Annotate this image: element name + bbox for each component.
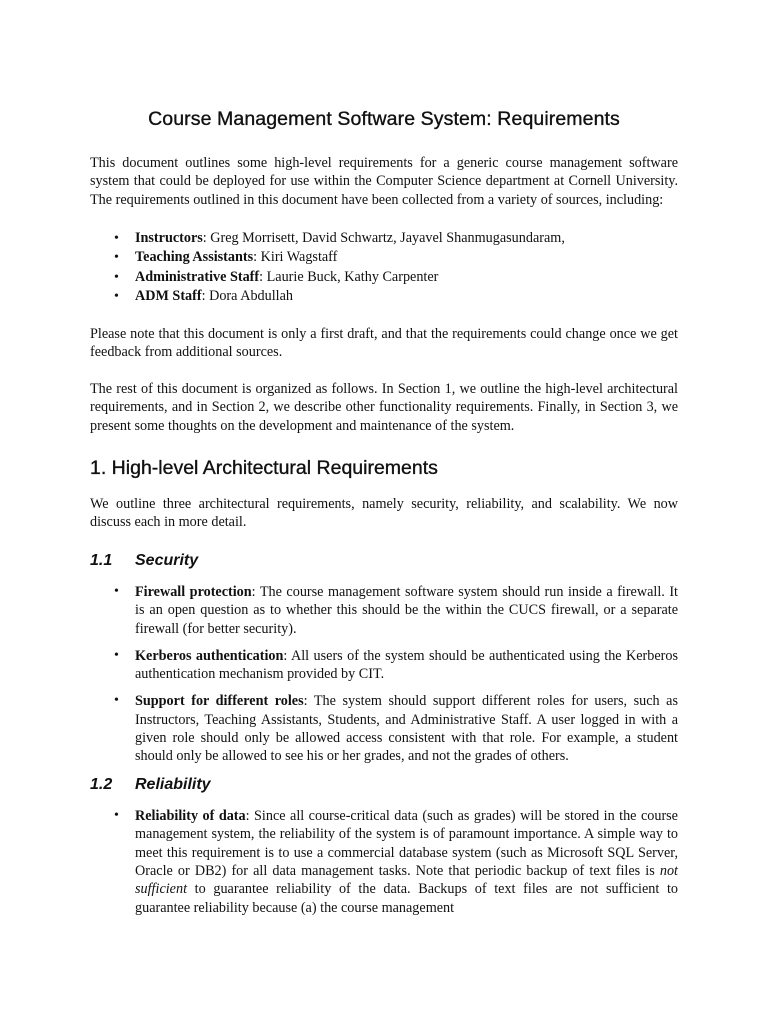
document-title: Course Management Software System: Requirements: [148, 108, 620, 130]
requirement-text: : Since all course-critical data (such as grades) will be stored in the course management system, the reliability of the system is of paramount importance. A simple way to meet this requirement is to use a commercial database system (such as Microsoft SQL Server, Oracle or DB2) for all data management tasks. Note that periodic backup of text files is: [135, 807, 678, 879]
source-label: ADM Staff: [135, 287, 202, 304]
list-item: [90, 647, 678, 684]
list-item: [90, 268, 678, 287]
organization-paragraph: The rest of this document is organized as follows. In Section 1, we outline the high-level architectural requirements, and in Section 2, we describe other functionality requirements. Finally, in Section 3, we present some thoughts on the development and maintenance of the system.: [90, 380, 678, 434]
source-label: Teaching Assistants: [135, 249, 254, 266]
requirement-text: : The system should support different roles for users, such as Instructors, Teaching Assistants, Students, and Administrative Staff. A user logged in with a given role should only be allowed access consistent with that role. For example, a student should only be allowed to see his or her grades, and not the grades of others.: [135, 693, 678, 765]
list-item: [90, 248, 678, 267]
subsection-reliability-heading: [90, 776, 678, 794]
subsection-title: Security: [135, 551, 199, 569]
source-text: : Laurie Buck, Kathy Carpenter: [259, 268, 439, 285]
list-item: [90, 583, 678, 638]
source-text: : Dora Abdullah: [201, 287, 294, 304]
requirement-label: Kerberos authentication: [135, 647, 284, 664]
subsection-number: 1.1: [90, 551, 113, 569]
source-label: Administrative Staff: [135, 268, 260, 285]
list-item: [90, 692, 678, 766]
requirement-label: Reliability of data: [135, 807, 246, 824]
security-requirements-list: [90, 583, 678, 766]
section-1-heading: 1. High-level Architectural Requirements: [90, 457, 438, 480]
list-item: [90, 287, 678, 306]
sources-list: [90, 229, 678, 306]
list-item: [90, 229, 678, 248]
section-1-intro: We outline three architectural requirements, namely security, reliability, and scalability. We now discuss each in more detail.: [90, 496, 678, 531]
emphasis-text: not sufficient: [135, 862, 678, 898]
reliability-requirements-list: [90, 807, 678, 917]
source-text: : Kiri Wagstaff: [253, 249, 338, 266]
intro-paragraph: This document outlines some high-level requirements for a generic course management software system that could be deployed for use within the Computer Science department at Cornell University. The requirements outlined in this document have been collected from a variety of sources, including:: [90, 155, 678, 208]
source-text: : Greg Morrisett, David Schwartz, Jayavel Shanmugasundaram,: [202, 230, 565, 247]
source-label: Instructors: [135, 230, 203, 247]
requirement-text: : All users of the system should be authenticated using the Kerberos authentication mechanism provided by CIT.: [135, 647, 679, 683]
subsection-number: 1.2: [90, 775, 113, 793]
requirement-text: : The course management software system should run inside a firewall. It is an open question as to whether this should be the within the CUCS firewall, or a separate firewall (for better security).: [135, 583, 678, 637]
subsection-security-heading: [90, 552, 678, 570]
requirement-label: Firewall protection: [135, 583, 252, 600]
subsection-title: Reliability: [135, 775, 211, 793]
requirement-label: Support for different roles: [135, 693, 304, 710]
list-item: [90, 807, 678, 917]
draft-note-paragraph: Please note that this document is only a first draft, and that the requirements could change once we get feedback from additional sources.: [90, 326, 678, 361]
requirement-text-continued: to guarantee reliability of the data. Backups of text files are not sufficient to guarantee reliability because (a) the course management: [135, 881, 678, 916]
